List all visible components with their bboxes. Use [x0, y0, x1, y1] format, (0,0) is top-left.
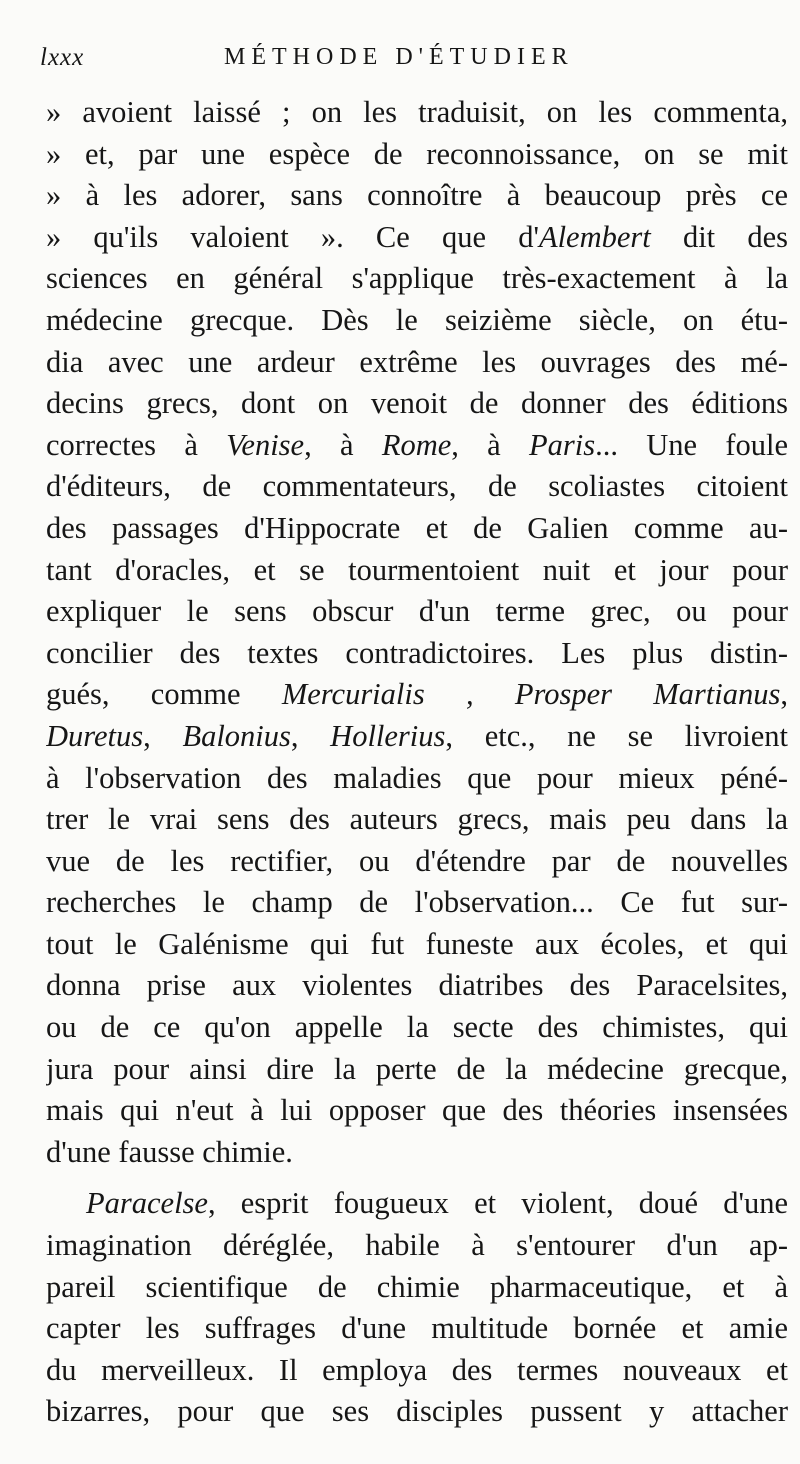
- text-segment: dit des: [650, 219, 788, 254]
- text-segment: des passages d'Hippocrate et de Galien comme au-: [46, 510, 788, 545]
- text-line: [46, 1308, 788, 1350]
- text-segment: ,: [290, 718, 331, 753]
- text-segment: » avoient laissé ; on les traduisit, on les commenta,: [46, 95, 788, 129]
- text-line: [46, 716, 788, 758]
- paragraph-gap: [46, 1173, 788, 1183]
- text-line: [46, 508, 788, 550]
- text-line: [46, 882, 788, 924]
- text-segment: mais qui n'eut à lui opposer que des théories insensées: [46, 1093, 788, 1128]
- text-segment: decins grecs, dont on venoit de donner des éditions: [46, 386, 788, 421]
- text-segment: , etc., ne se livroient: [445, 718, 788, 753]
- text-segment: bizarres, pour que ses disciples pussent y attacher: [46, 1394, 788, 1429]
- page-number: lxxx: [40, 44, 85, 71]
- text-line: [46, 965, 788, 1007]
- running-title: MÉTHODE D'ÉTUDIER: [224, 44, 574, 70]
- text-line: [46, 1049, 788, 1091]
- text-segment: recherches le champ de l'observation... Ce fut sur-: [46, 885, 788, 920]
- text-segment: tant d'oracles, et se tourmentoient nuit et jour pour: [46, 552, 788, 587]
- text-segment: jura pour ainsi dire la perte de la médecine grecque,: [46, 1051, 788, 1086]
- italic-segment: Paracelse: [86, 1186, 208, 1221]
- text-line: [46, 591, 788, 633]
- text-line: [46, 1007, 788, 1049]
- text-segment: tout le Galénisme qui fut funeste aux écoles, et qui: [46, 926, 788, 961]
- text-line: [46, 258, 788, 300]
- italic-segment: Rome: [381, 427, 452, 462]
- text-line: [46, 425, 788, 467]
- text-line: [46, 342, 788, 384]
- text-segment: dia avec une ardeur extrême les ouvrages des mé-: [46, 344, 788, 379]
- text-segment: concilier des textes contradictoires. Les plus distin-: [46, 635, 788, 670]
- paragraph-2: [46, 1183, 788, 1433]
- text-segment: , à: [451, 427, 529, 462]
- text-line: [46, 841, 788, 883]
- text-line: [46, 550, 788, 592]
- italic-segment: Hollerius: [330, 718, 446, 753]
- text-segment: capter les suffrages d'une multitude bornée et amie: [46, 1311, 788, 1346]
- text-segment: trer le vrai sens des auteurs grecs, mais peu dans la: [46, 802, 788, 837]
- text-segment: expliquer le sens obscur d'un terme grec, ou pour: [46, 594, 788, 629]
- text-line: [46, 633, 788, 675]
- text-line: [46, 466, 788, 508]
- text-line: [46, 300, 788, 342]
- text-segment: d'une fausse chimie.: [46, 1134, 293, 1169]
- text-segment: , esprit fougueux et violent, doué d'une: [207, 1186, 788, 1221]
- text-segment: ou de ce qu'on appelle la secte des chimistes, qui: [46, 1010, 788, 1045]
- text-line: [46, 1350, 788, 1392]
- text-line: [46, 674, 788, 716]
- text-segment: pareil scientifique de chimie pharmaceutique, et à: [46, 1269, 788, 1304]
- text-segment: sciences en général s'applique très-exactement à la: [46, 261, 788, 296]
- text-segment: » et, par une espèce de reconnoissance, on se mit: [46, 136, 788, 171]
- text-segment: » à les adorer, sans connoître à beaucoup près ce: [46, 178, 788, 213]
- text-segment: d'éditeurs, de commentateurs, de scoliastes citoient: [46, 469, 788, 504]
- text-line: [46, 1225, 788, 1267]
- italic-segment: Venise: [226, 427, 305, 462]
- text-segment: » qu'ils valoient ». Ce que d': [46, 219, 539, 254]
- text-line: [46, 1132, 788, 1174]
- text-segment: donna prise aux violentes diatribes des Paracelsites,: [46, 968, 788, 1003]
- text-line: [46, 1391, 788, 1433]
- text-line: [46, 1183, 788, 1225]
- text-segment: , à: [304, 427, 382, 462]
- text-line: [46, 92, 788, 134]
- text-segment: à l'observation des maladies que pour mieux péné-: [46, 760, 788, 795]
- text-line: [46, 1090, 788, 1132]
- text-line: [46, 134, 788, 176]
- text-segment: ,: [780, 677, 788, 712]
- text-line: [46, 217, 788, 259]
- text-line: [46, 799, 788, 841]
- italic-segment: Duretus: [46, 718, 144, 753]
- italic-segment: Mercurialis , Prosper Martianus: [281, 677, 781, 712]
- text-line: [46, 175, 788, 217]
- text-segment: vue de les rectifier, ou d'étendre par de nouvelles: [46, 843, 788, 878]
- italic-segment: Balonius: [182, 718, 291, 753]
- text-segment: gués, comme: [46, 677, 282, 712]
- page-header: [40, 44, 780, 80]
- body-text: [46, 92, 788, 1433]
- text-segment: imagination déréglée, habile à s'entourer d'un ap-: [46, 1228, 788, 1263]
- italic-segment: Paris: [529, 427, 596, 462]
- text-line: [46, 924, 788, 966]
- paragraph-1: [46, 92, 788, 1173]
- text-segment: du merveilleux. Il employa des termes nouveaux et: [46, 1352, 788, 1387]
- text-line: [46, 383, 788, 425]
- text-segment: médecine grecque. Dès le seizième siècle, on étu-: [46, 302, 788, 337]
- italic-segment: Alembert: [538, 219, 651, 254]
- text-segment: ,: [143, 718, 183, 753]
- text-segment: ... Une foule: [595, 427, 788, 462]
- text-segment: correctes à: [46, 427, 227, 462]
- text-line: [46, 1267, 788, 1309]
- text-line: [46, 758, 788, 800]
